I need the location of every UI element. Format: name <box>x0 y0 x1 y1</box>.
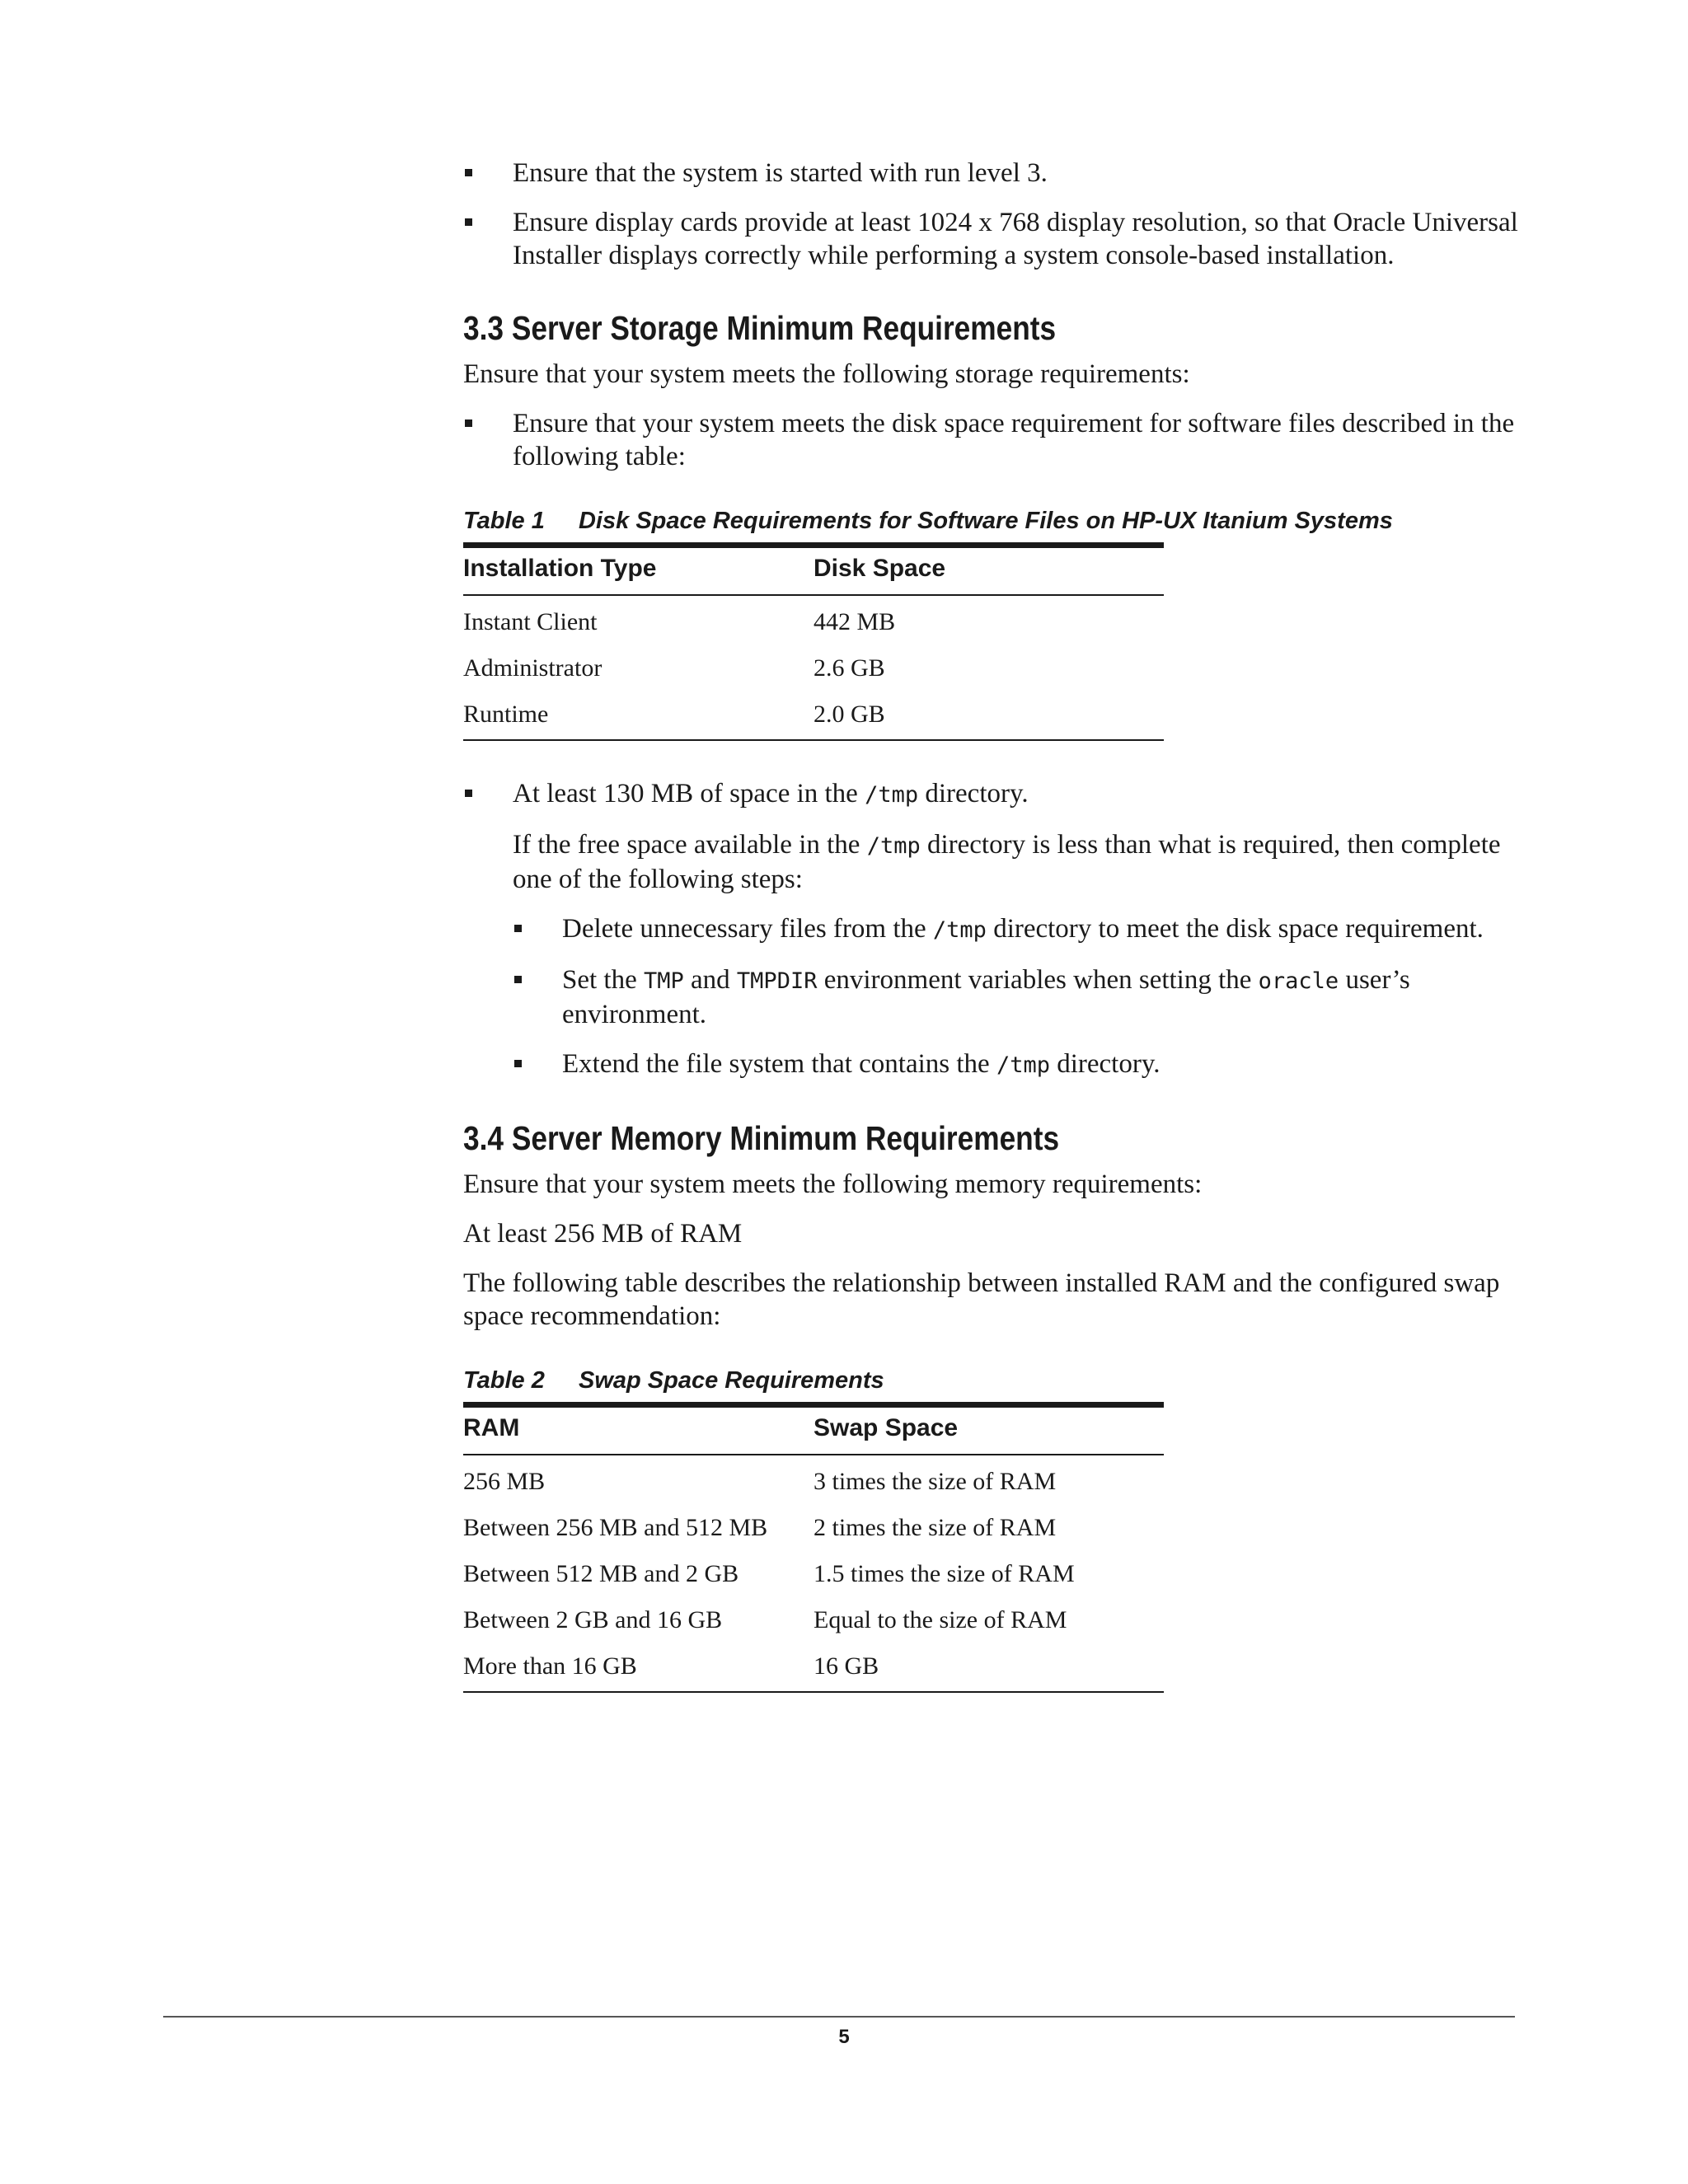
code-path: /tmp <box>865 782 919 808</box>
text-segment: If the free space available in the <box>513 830 867 860</box>
column-header: RAM <box>463 1405 814 1455</box>
text-segment: directory. <box>918 779 1029 808</box>
column-header: Installation Type <box>463 546 814 596</box>
swap-space-table <box>463 1402 1164 1693</box>
list-item <box>463 206 1535 272</box>
table-cell: More than 16 GB <box>463 1643 814 1692</box>
list-item <box>513 912 1535 947</box>
square-bullet-icon <box>465 218 472 226</box>
footer-divider <box>163 2016 1515 2018</box>
section-heading-storage: 3.3 Server Storage Minimum Requirements <box>463 309 1057 347</box>
list-item <box>463 157 1535 190</box>
square-bullet-icon <box>514 1060 522 1067</box>
table-row <box>463 595 1164 645</box>
table-cell: Between 2 GB and 16 GB <box>463 1606 723 1633</box>
code-variable: TMP <box>643 968 684 994</box>
table-row <box>463 1551 1164 1597</box>
table-cell: Between 512 MB and 2 GB <box>463 1560 739 1587</box>
table-cell: Administrator <box>463 654 603 682</box>
page-content <box>463 157 1535 1729</box>
code-path: /tmp <box>932 917 987 943</box>
table-header-row <box>463 1405 1164 1455</box>
list-item-text: Ensure display cards provide at least 1024 x 768 display resolution, so that Oracle Universal Installer displays correctly while performing a system console-based installation. <box>513 208 1518 270</box>
section-heading-memory: 3.4 Server Memory Minimum Requirements <box>463 1119 1060 1157</box>
table-cell: 2.0 GB <box>814 691 1164 740</box>
table-title: Disk Space Requirements for Software Files on HP-UX Itanium Systems <box>579 508 1393 534</box>
square-bullet-icon <box>465 790 472 797</box>
table-cell: 442 MB <box>814 608 896 635</box>
text-segment: Delete unnecessary files from the <box>562 914 933 944</box>
sub-list <box>513 912 1535 1082</box>
page-number: 5 <box>838 2026 850 2048</box>
table-row <box>463 1455 1164 1505</box>
table-number: Table 1 <box>463 508 545 534</box>
list-item-text: Ensure that your system meets the disk space requirement for software files described in the following table: <box>513 409 1515 471</box>
text-segment: Set the <box>562 965 644 995</box>
text-segment: directory. <box>1049 1049 1160 1079</box>
square-bullet-icon <box>514 925 522 932</box>
table-cell: 3 times the size of RAM <box>814 1468 1057 1495</box>
table-cell: 256 MB <box>463 1468 546 1495</box>
list-item <box>463 407 1535 473</box>
disk-space-table <box>463 542 1164 741</box>
table-row <box>463 691 1164 740</box>
table-row <box>463 645 1164 691</box>
text-segment: directory to meet the disk space requirement. <box>986 914 1484 944</box>
column-header: Swap Space <box>814 1405 1164 1455</box>
text-segment: directory is less than what is required, then complete one of the following steps: <box>513 830 1501 894</box>
text-segment: user’s environment. <box>562 965 1410 1029</box>
table-cell: Equal to the size of RAM <box>814 1606 1067 1633</box>
table-cell: 2 times the size of RAM <box>814 1514 1057 1541</box>
table-header-row <box>463 546 1164 596</box>
code-variable: TMPDIR <box>736 968 818 994</box>
table-cell: Instant Client <box>463 608 598 635</box>
list-item-text: Ensure that the system is started with run level 3. <box>513 158 1048 188</box>
square-bullet-icon <box>514 976 522 983</box>
paragraph: The following table describes the relationship between installed RAM and the configured swap space recommendation: <box>463 1268 1500 1331</box>
list-item <box>513 1047 1535 1082</box>
table-number: Table 2 <box>463 1367 545 1394</box>
column-header: Disk Space <box>814 546 1164 596</box>
table-row <box>463 1597 1164 1643</box>
text-segment: At least 130 MB of space in the <box>513 779 865 808</box>
table-cell: Runtime <box>463 691 814 740</box>
paragraph <box>463 828 1535 896</box>
table-cell: Between 256 MB and 512 MB <box>463 1514 768 1541</box>
table-caption <box>463 506 1535 536</box>
text-segment: and <box>683 965 737 995</box>
list-item <box>513 963 1535 1031</box>
table-title: Swap Space Requirements <box>579 1367 884 1394</box>
table-cell: 1.5 times the size of RAM <box>814 1560 1075 1587</box>
code-path: /tmp <box>866 833 921 859</box>
table-row <box>463 1643 1164 1692</box>
square-bullet-icon <box>465 169 472 176</box>
table-cell: 2.6 GB <box>814 654 885 682</box>
code-path: /tmp <box>996 1052 1050 1078</box>
table-cell: 16 GB <box>814 1643 1164 1692</box>
paragraph: Ensure that your system meets the following storage requirements: <box>463 359 1190 389</box>
table-row <box>463 1505 1164 1551</box>
paragraph: Ensure that your system meets the following memory requirements: <box>463 1169 1203 1199</box>
square-bullet-icon <box>465 419 472 427</box>
paragraph: At least 256 MB of RAM <box>463 1219 743 1249</box>
table-caption <box>463 1366 1535 1395</box>
list-item <box>463 777 1535 812</box>
text-segment: environment variables when setting the <box>817 965 1259 995</box>
code-username: oracle <box>1258 968 1339 994</box>
text-segment: Extend the file system that contains the <box>562 1049 996 1079</box>
